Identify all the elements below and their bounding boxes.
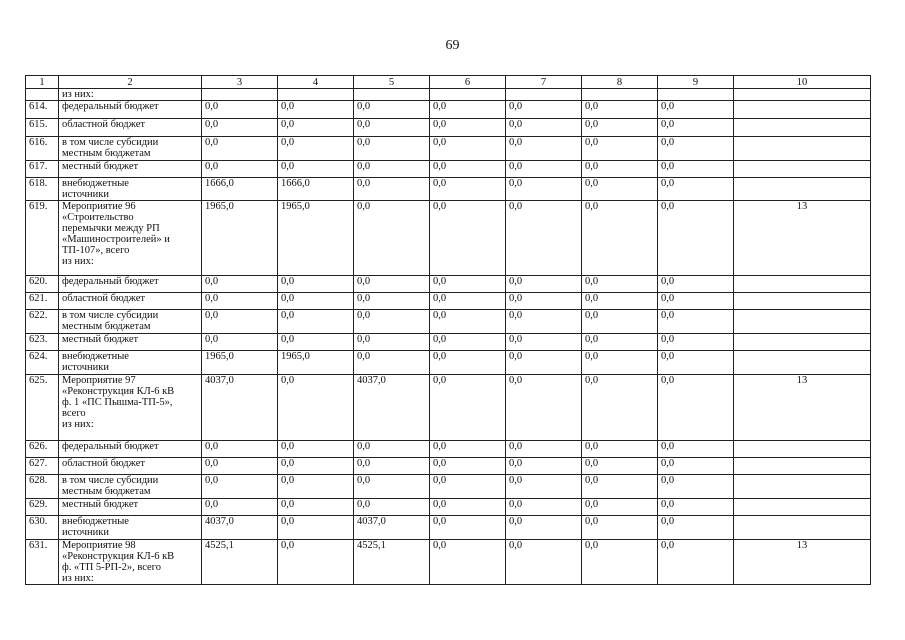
value-cell-col-8: 0,0 (582, 101, 658, 119)
value-cell-col-3: 0,0 (202, 101, 278, 119)
value-cell-col-8: 0,0 (582, 458, 658, 475)
value-cell-col-10 (734, 137, 871, 161)
value-cell-col-5: 0,0 (354, 137, 430, 161)
header-cell-5: 5 (354, 76, 430, 89)
value-cell-col-10: 13 (734, 540, 871, 585)
value-cell-col-6 (430, 89, 506, 101)
value-cell-col-3: 1965,0 (202, 201, 278, 276)
table-row (26, 499, 871, 516)
value-cell-col-9: 0,0 (658, 458, 734, 475)
header-cell-10: 10 (734, 76, 871, 89)
value-cell-col-9: 0,0 (658, 540, 734, 585)
header-cell-4: 4 (278, 76, 354, 89)
value-cell-col-7: 0,0 (506, 137, 582, 161)
value-cell-col-10 (734, 178, 871, 201)
value-cell-col-9: 0,0 (658, 293, 734, 310)
value-cell-col-8: 0,0 (582, 161, 658, 178)
value-cell-col-4 (278, 89, 354, 101)
header-cell-2: 2 (59, 76, 202, 89)
value-cell-col-8: 0,0 (582, 293, 658, 310)
value-cell-col-5 (354, 89, 430, 101)
row-number: 618. (26, 178, 59, 201)
value-cell-col-8: 0,0 (582, 351, 658, 375)
value-cell-col-3: 0,0 (202, 475, 278, 499)
value-cell-col-7: 0,0 (506, 516, 582, 540)
value-cell-col-7: 0,0 (506, 161, 582, 178)
header-cell-7: 7 (506, 76, 582, 89)
row-number: 624. (26, 351, 59, 375)
value-cell-col-7: 0,0 (506, 375, 582, 441)
value-cell-col-7: 0,0 (506, 201, 582, 276)
value-cell-col-9: 0,0 (658, 178, 734, 201)
value-cell-col-8: 0,0 (582, 119, 658, 137)
value-cell-col-9: 0,0 (658, 161, 734, 178)
value-cell-col-6: 0,0 (430, 516, 506, 540)
value-cell-col-10 (734, 89, 871, 101)
value-cell-col-4: 0,0 (278, 334, 354, 351)
row-label: Мероприятие 96 «Строительство перемычки между РП «Машиностроителей» и ТП-107», всего из них: (59, 201, 202, 276)
value-cell-col-3: 4037,0 (202, 516, 278, 540)
value-cell-col-6: 0,0 (430, 540, 506, 585)
row-label: местный бюджет (59, 499, 202, 516)
value-cell-col-3: 0,0 (202, 441, 278, 458)
value-cell-col-6: 0,0 (430, 499, 506, 516)
value-cell-col-10 (734, 293, 871, 310)
row-number: 615. (26, 119, 59, 137)
value-cell-col-8: 0,0 (582, 475, 658, 499)
value-cell-col-10 (734, 351, 871, 375)
value-cell-col-7 (506, 89, 582, 101)
value-cell-col-6: 0,0 (430, 293, 506, 310)
table-row (26, 441, 871, 458)
row-label: областной бюджет (59, 458, 202, 475)
row-label: внебюджетные источники (59, 351, 202, 375)
row-number: 630. (26, 516, 59, 540)
value-cell-col-6: 0,0 (430, 375, 506, 441)
row-label: Мероприятие 97 «Реконструкция КЛ-6 кВ ф. 1 «ПС Пышма-ТП-5», всего из них: (59, 375, 202, 441)
value-cell-col-7: 0,0 (506, 276, 582, 293)
row-label: внебюджетные источники (59, 178, 202, 201)
row-number: 621. (26, 293, 59, 310)
value-cell-col-5: 0,0 (354, 458, 430, 475)
table-row (26, 137, 871, 161)
row-label: из них: (59, 89, 202, 101)
table-row (26, 201, 871, 276)
value-cell-col-9: 0,0 (658, 119, 734, 137)
value-cell-col-8: 0,0 (582, 499, 658, 516)
value-cell-col-5: 0,0 (354, 351, 430, 375)
value-cell-col-4: 0,0 (278, 137, 354, 161)
value-cell-col-5: 0,0 (354, 293, 430, 310)
value-cell-col-3: 1965,0 (202, 351, 278, 375)
header-cell-1: 1 (26, 76, 59, 89)
table-row (26, 178, 871, 201)
value-cell-col-7: 0,0 (506, 119, 582, 137)
header-cell-9: 9 (658, 76, 734, 89)
value-cell-col-5: 0,0 (354, 161, 430, 178)
value-cell-col-7: 0,0 (506, 178, 582, 201)
value-cell-col-8: 0,0 (582, 178, 658, 201)
value-cell-col-10 (734, 334, 871, 351)
value-cell-col-9: 0,0 (658, 375, 734, 441)
row-label: Мероприятие 98 «Реконструкция КЛ-6 кВ ф. «ТП 5-РП-2», всего из них: (59, 540, 202, 585)
value-cell-col-5: 4525,1 (354, 540, 430, 585)
value-cell-col-7: 0,0 (506, 310, 582, 334)
value-cell-col-4: 0,0 (278, 101, 354, 119)
value-cell-col-6: 0,0 (430, 351, 506, 375)
value-cell-col-4: 0,0 (278, 499, 354, 516)
header-row (26, 76, 871, 89)
value-cell-col-5: 0,0 (354, 334, 430, 351)
value-cell-col-4: 0,0 (278, 375, 354, 441)
header-cell-6: 6 (430, 76, 506, 89)
value-cell-col-5: 0,0 (354, 201, 430, 276)
row-number: 625. (26, 375, 59, 441)
value-cell-col-7: 0,0 (506, 540, 582, 585)
value-cell-col-6: 0,0 (430, 475, 506, 499)
value-cell-col-5: 4037,0 (354, 516, 430, 540)
table-row (26, 540, 871, 585)
row-number: 628. (26, 475, 59, 499)
value-cell-col-10: 13 (734, 201, 871, 276)
row-label: внебюджетные источники (59, 516, 202, 540)
budget-table (25, 75, 871, 585)
value-cell-col-4: 0,0 (278, 276, 354, 293)
value-cell-col-4: 0,0 (278, 161, 354, 178)
value-cell-col-10 (734, 119, 871, 137)
table-row (26, 475, 871, 499)
value-cell-col-6: 0,0 (430, 101, 506, 119)
value-cell-col-4: 1965,0 (278, 201, 354, 276)
value-cell-col-9 (658, 89, 734, 101)
value-cell-col-6: 0,0 (430, 178, 506, 201)
header-cell-8: 8 (582, 76, 658, 89)
value-cell-col-10: 13 (734, 375, 871, 441)
row-number: 614. (26, 101, 59, 119)
value-cell-col-3: 0,0 (202, 458, 278, 475)
row-label: местный бюджет (59, 334, 202, 351)
table-row (26, 161, 871, 178)
value-cell-col-9: 0,0 (658, 475, 734, 499)
value-cell-col-4: 0,0 (278, 458, 354, 475)
value-cell-col-10 (734, 441, 871, 458)
value-cell-col-9: 0,0 (658, 516, 734, 540)
value-cell-col-3: 4525,1 (202, 540, 278, 585)
value-cell-col-6: 0,0 (430, 119, 506, 137)
value-cell-col-7: 0,0 (506, 475, 582, 499)
row-number: 626. (26, 441, 59, 458)
table-row (26, 351, 871, 375)
value-cell-col-5: 0,0 (354, 475, 430, 499)
row-label: федеральный бюджет (59, 441, 202, 458)
table-row (26, 89, 871, 101)
value-cell-col-6: 0,0 (430, 161, 506, 178)
value-cell-col-10 (734, 516, 871, 540)
row-number: 627. (26, 458, 59, 475)
value-cell-col-8: 0,0 (582, 441, 658, 458)
value-cell-col-6: 0,0 (430, 310, 506, 334)
value-cell-col-3: 0,0 (202, 161, 278, 178)
value-cell-col-8 (582, 89, 658, 101)
value-cell-col-5: 0,0 (354, 276, 430, 293)
value-cell-col-9: 0,0 (658, 441, 734, 458)
value-cell-col-4: 0,0 (278, 293, 354, 310)
value-cell-col-9: 0,0 (658, 351, 734, 375)
value-cell-col-9: 0,0 (658, 334, 734, 351)
value-cell-col-6: 0,0 (430, 137, 506, 161)
page-number: 69 (445, 38, 460, 53)
value-cell-col-4: 0,0 (278, 119, 354, 137)
value-cell-col-8: 0,0 (582, 516, 658, 540)
value-cell-col-9: 0,0 (658, 101, 734, 119)
value-cell-col-9: 0,0 (658, 276, 734, 293)
table-row (26, 375, 871, 441)
value-cell-col-3: 0,0 (202, 137, 278, 161)
value-cell-col-3: 0,0 (202, 334, 278, 351)
table-row (26, 101, 871, 119)
value-cell-col-7: 0,0 (506, 101, 582, 119)
row-label: местный бюджет (59, 161, 202, 178)
table-row (26, 458, 871, 475)
table-row (26, 334, 871, 351)
value-cell-col-3: 0,0 (202, 310, 278, 334)
value-cell-col-9: 0,0 (658, 499, 734, 516)
table-row (26, 516, 871, 540)
row-number: 617. (26, 161, 59, 178)
value-cell-col-5: 0,0 (354, 310, 430, 334)
value-cell-col-3: 0,0 (202, 119, 278, 137)
value-cell-col-7: 0,0 (506, 458, 582, 475)
table-row (26, 293, 871, 310)
value-cell-col-9: 0,0 (658, 310, 734, 334)
value-cell-col-10 (734, 499, 871, 516)
value-cell-col-4: 1666,0 (278, 178, 354, 201)
value-cell-col-3 (202, 89, 278, 101)
row-label: областной бюджет (59, 119, 202, 137)
value-cell-col-5: 0,0 (354, 101, 430, 119)
value-cell-col-8: 0,0 (582, 310, 658, 334)
value-cell-col-8: 0,0 (582, 137, 658, 161)
value-cell-col-8: 0,0 (582, 276, 658, 293)
row-label: федеральный бюджет (59, 101, 202, 119)
table-row (26, 276, 871, 293)
value-cell-col-8: 0,0 (582, 334, 658, 351)
value-cell-col-5: 0,0 (354, 499, 430, 516)
value-cell-col-3: 4037,0 (202, 375, 278, 441)
value-cell-col-6: 0,0 (430, 201, 506, 276)
value-cell-col-9: 0,0 (658, 201, 734, 276)
value-cell-col-3: 0,0 (202, 293, 278, 310)
row-label: областной бюджет (59, 293, 202, 310)
value-cell-col-5: 4037,0 (354, 375, 430, 441)
row-number: 620. (26, 276, 59, 293)
value-cell-col-4: 0,0 (278, 540, 354, 585)
row-number: 629. (26, 499, 59, 516)
value-cell-col-5: 0,0 (354, 119, 430, 137)
value-cell-col-3: 0,0 (202, 499, 278, 516)
row-label: в том числе субсидии местным бюджетам (59, 310, 202, 334)
value-cell-col-7: 0,0 (506, 441, 582, 458)
value-cell-col-10 (734, 276, 871, 293)
value-cell-col-4: 1965,0 (278, 351, 354, 375)
value-cell-col-8: 0,0 (582, 540, 658, 585)
row-number (26, 89, 59, 101)
value-cell-col-10 (734, 310, 871, 334)
row-number: 622. (26, 310, 59, 334)
value-cell-col-4: 0,0 (278, 310, 354, 334)
value-cell-col-3: 0,0 (202, 276, 278, 293)
value-cell-col-7: 0,0 (506, 499, 582, 516)
value-cell-col-7: 0,0 (506, 334, 582, 351)
value-cell-col-10 (734, 475, 871, 499)
value-cell-col-8: 0,0 (582, 375, 658, 441)
table-row (26, 119, 871, 137)
row-number: 619. (26, 201, 59, 276)
value-cell-col-4: 0,0 (278, 516, 354, 540)
value-cell-col-6: 0,0 (430, 458, 506, 475)
value-cell-col-8: 0,0 (582, 201, 658, 276)
table-body (26, 76, 871, 585)
value-cell-col-5: 0,0 (354, 441, 430, 458)
value-cell-col-10 (734, 161, 871, 178)
value-cell-col-3: 1666,0 (202, 178, 278, 201)
value-cell-col-6: 0,0 (430, 276, 506, 293)
table-row (26, 310, 871, 334)
value-cell-col-7: 0,0 (506, 293, 582, 310)
row-number: 623. (26, 334, 59, 351)
header-cell-3: 3 (202, 76, 278, 89)
value-cell-col-4: 0,0 (278, 441, 354, 458)
row-number: 616. (26, 137, 59, 161)
value-cell-col-6: 0,0 (430, 441, 506, 458)
value-cell-col-10 (734, 458, 871, 475)
value-cell-col-7: 0,0 (506, 351, 582, 375)
value-cell-col-6: 0,0 (430, 334, 506, 351)
value-cell-col-4: 0,0 (278, 475, 354, 499)
value-cell-col-10 (734, 101, 871, 119)
row-number: 631. (26, 540, 59, 585)
row-label: федеральный бюджет (59, 276, 202, 293)
row-label: в том числе субсидии местным бюджетам (59, 475, 202, 499)
value-cell-col-9: 0,0 (658, 137, 734, 161)
value-cell-col-5: 0,0 (354, 178, 430, 201)
row-label: в том числе субсидии местным бюджетам (59, 137, 202, 161)
